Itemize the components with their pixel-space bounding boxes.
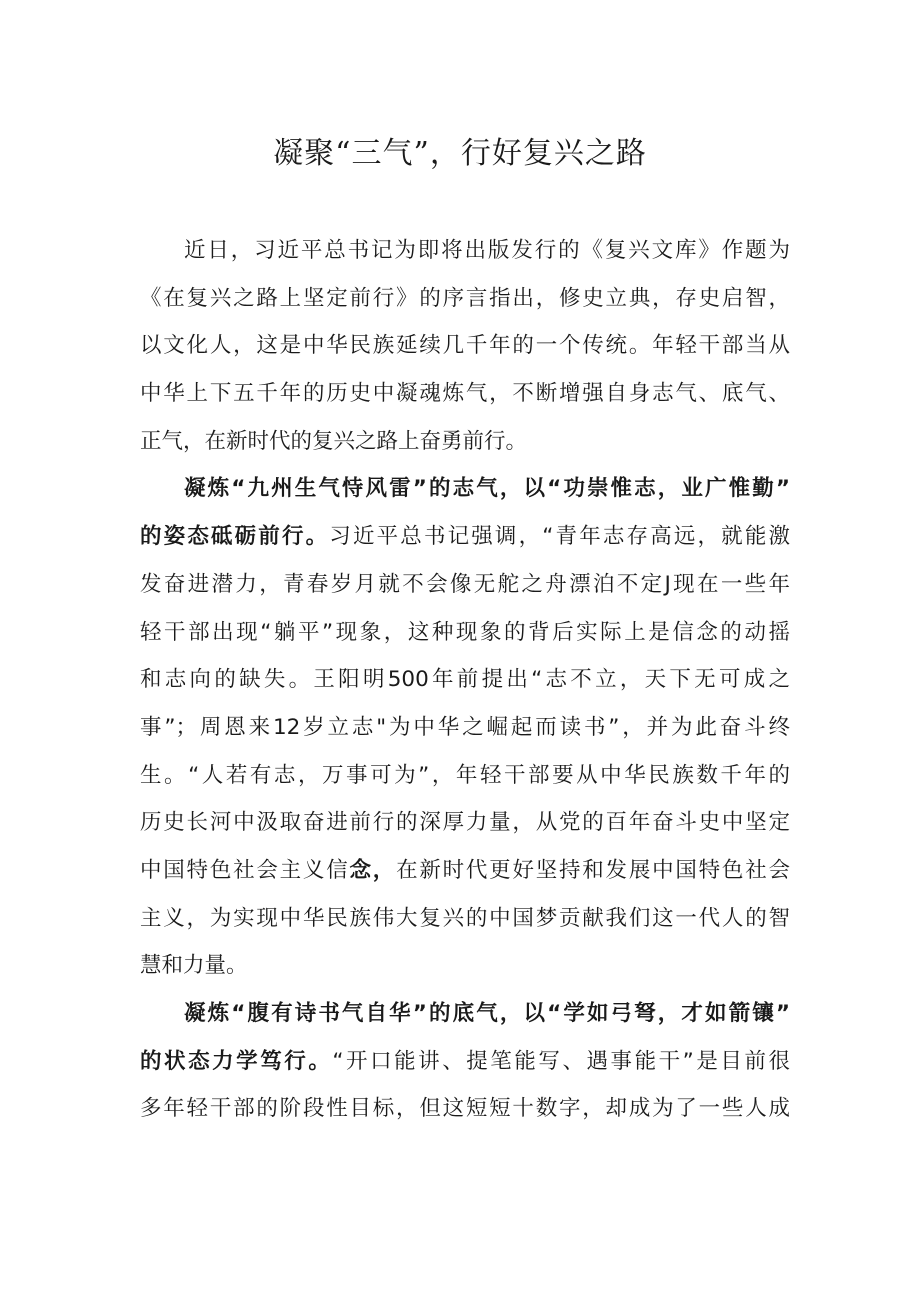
paragraph-2-line-9-bold: 念， [349, 857, 397, 883]
paragraph-1-line-4: 中华上下五千年的历史中凝魂炼气，不断增强自身志气、底气、 [140, 381, 790, 407]
paragraph-1-line-3: 以文化人，这是中华民族延续几千年的一个传统。年轻干部当从 [140, 333, 790, 359]
paragraph-2-line-6: 事”；周恩来12岁立志"为中华之崛起而读书”，并为此奋斗终 [140, 714, 790, 740]
paragraph-2-line-2 [140, 513, 790, 561]
paragraph-3-heading-bold: 的状态力学笃行。 [140, 1048, 333, 1074]
paragraph-2-heading-line-1: 凝炼“九州生气恃风雷”的志气，以“功崇惟志，业广惟勤” [184, 476, 790, 502]
paragraph-2-heading-bold: 的姿态砥砺前行。 [140, 524, 330, 550]
paragraph-2-line-2-text: 习近平总书记强调，“青年志存高远，就能激 [329, 524, 790, 550]
document-body [140, 227, 790, 1133]
paragraph-2-line-9-a: 中国特色社会主义信 [140, 857, 350, 883]
paragraph-2-line-9 [140, 847, 790, 895]
paragraph-3-line-3: 多年轻干部的阶段性目标，但这短短十数字，却成为了一些人成 [140, 1096, 790, 1122]
paragraph-2-line-8: 历史长河中汲取奋进前行的深厚力量，从党的百年奋斗史中坚定 [140, 810, 790, 836]
paragraph-2-line-5: 和志向的缺失。王阳明500年前提出“志不立，天下无可成之 [140, 667, 790, 693]
paragraph-2-line-4: 轻干部出现“躺平”现象，这种现象的背后实际上是信念的动摇 [140, 619, 790, 645]
paragraph-1-line-1: 近日，习近平总书记为即将出版发行的《复兴文库》作题为 [184, 238, 790, 263]
paragraph-3-line-2-text: “开口能讲、提笔能写、遇事能干”是目前很 [332, 1048, 790, 1074]
paragraph-2-line-9-b: 在新时代更好坚持和发展中国特色社会 [396, 857, 790, 883]
paragraph-3-line-2 [140, 1038, 790, 1086]
paragraph-3-heading-line-1: 凝炼“腹有诗书气自华”的底气，以“学如弓弩，才如箭镶” [184, 1001, 790, 1026]
paragraph-2-line-11: 慧和力量。 [140, 953, 248, 979]
paragraph-2-line-3: 发奋进潜力，青春岁月就不会像无舵之舟漂泊不定J现在一些年 [140, 571, 790, 597]
paragraph-1-line-5: 正气，在新时代的复兴之路上奋勇前行。 [140, 428, 528, 454]
paragraph-1-line-2: 《在复兴之路上坚定前行》的序言指出，修史立典，存史启智， [140, 285, 790, 311]
document-title: 凝聚“三气”，行好复兴之路 [273, 136, 647, 171]
paragraph-2-line-7: 生。“人若有志，万事可为”，年轻干部要从中华民族数千年的 [140, 762, 790, 788]
paragraph-2-line-10: 主义，为实现中华民族伟大复兴的中国梦贡献我们这一代人的智 [140, 905, 790, 931]
